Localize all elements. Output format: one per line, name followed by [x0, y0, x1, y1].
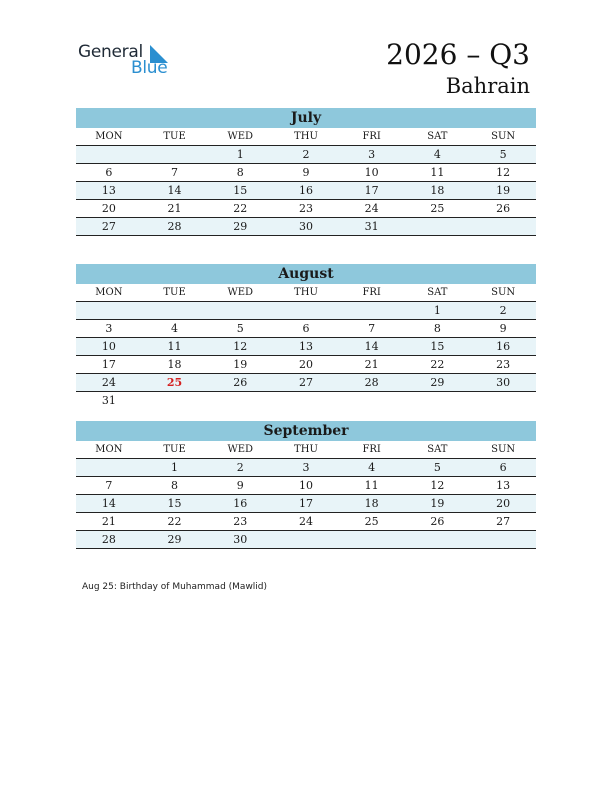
weekday-header: SUN: [470, 128, 536, 146]
week-row: [76, 320, 536, 338]
week-row: [76, 513, 536, 531]
day-cell: 18: [142, 356, 208, 374]
weekday-header: FRI: [339, 128, 405, 146]
day-cell: 12: [470, 164, 536, 182]
day-cell: 29: [405, 374, 471, 392]
month-september: [76, 421, 536, 549]
day-cell: 21: [142, 200, 208, 218]
day-cell: 4: [339, 459, 405, 477]
calendar-grid: [76, 128, 536, 236]
month-header: July: [76, 108, 536, 128]
day-cell: 25: [142, 374, 208, 392]
weekday-header: THU: [273, 441, 339, 459]
day-cell: 30: [273, 218, 339, 236]
week-row: [76, 200, 536, 218]
day-cell: 5: [405, 459, 471, 477]
day-cell: [273, 302, 339, 320]
day-cell: 10: [273, 477, 339, 495]
week-row: [76, 495, 536, 513]
day-cell: 26: [470, 200, 536, 218]
weekday-header: MON: [76, 441, 142, 459]
day-cell: 31: [101, 394, 116, 407]
calendar-grid: [76, 441, 536, 549]
day-cell: 19: [405, 495, 471, 513]
week-row: [76, 182, 536, 200]
weekday-header: THU: [273, 284, 339, 302]
day-cell: 30: [207, 531, 273, 549]
day-cell: 7: [142, 164, 208, 182]
week-row: [76, 164, 536, 182]
day-cell: 25: [405, 200, 471, 218]
weekday-header: MON: [76, 284, 142, 302]
week-row: [76, 477, 536, 495]
day-cell: 24: [76, 374, 142, 392]
month-header: August: [76, 264, 536, 284]
day-cell: [76, 459, 142, 477]
calendar-grid: [76, 284, 536, 409]
day-cell: 20: [273, 356, 339, 374]
day-cell: 1: [142, 459, 208, 477]
day-cell: [142, 392, 208, 410]
weekday-header: SAT: [405, 441, 471, 459]
day-cell: 14: [76, 495, 142, 513]
day-cell: [470, 392, 536, 410]
day-cell: 17: [339, 182, 405, 200]
day-cell: 12: [207, 338, 273, 356]
day-cell: 8: [142, 477, 208, 495]
day-cell: 29: [207, 218, 273, 236]
day-cell: 15: [142, 495, 208, 513]
weekday-header: SUN: [470, 284, 536, 302]
day-cell: 17: [76, 356, 142, 374]
day-cell: 23: [470, 356, 536, 374]
weekday-header: TUE: [142, 441, 208, 459]
month-july: [76, 108, 536, 236]
day-cell: 10: [76, 338, 142, 356]
weekday-header: TUE: [142, 284, 208, 302]
weekday-header: FRI: [339, 284, 405, 302]
day-cell: 28: [76, 531, 142, 549]
day-cell: 7: [339, 320, 405, 338]
week-row: [76, 218, 536, 236]
week-row: [76, 356, 536, 374]
day-cell: 20: [470, 495, 536, 513]
day-cell: 11: [339, 477, 405, 495]
day-cell: 16: [207, 495, 273, 513]
day-cell: 27: [273, 374, 339, 392]
day-cell: [76, 146, 142, 164]
weekday-header: WED: [207, 128, 273, 146]
month-header: September: [76, 421, 536, 441]
day-cell: 29: [142, 531, 208, 549]
day-cell: [470, 218, 536, 236]
day-cell: 16: [470, 338, 536, 356]
day-cell: 26: [405, 513, 471, 531]
day-cell: 22: [405, 356, 471, 374]
day-cell: 20: [76, 200, 142, 218]
week-row: [76, 374, 536, 392]
day-cell: [76, 302, 142, 320]
day-cell: 7: [76, 477, 142, 495]
day-cell: [207, 302, 273, 320]
day-cell: 15: [207, 182, 273, 200]
weekday-header: SAT: [405, 284, 471, 302]
day-cell: 22: [142, 513, 208, 531]
day-cell: 24: [339, 200, 405, 218]
logo-text-general: General: [78, 42, 143, 62]
day-cell: 25: [339, 513, 405, 531]
day-cell: [273, 531, 339, 549]
day-cell: 9: [470, 320, 536, 338]
day-cell: 8: [405, 320, 471, 338]
week-row: [76, 531, 536, 549]
country-name: Bahrain: [445, 74, 530, 98]
day-cell: 21: [76, 513, 142, 531]
day-cell: 23: [207, 513, 273, 531]
weekday-header: THU: [273, 128, 339, 146]
logo-text-blue: Blue: [131, 58, 168, 78]
day-cell: 11: [405, 164, 471, 182]
day-cell: 16: [273, 182, 339, 200]
day-cell: 15: [405, 338, 471, 356]
day-cell: 2: [470, 302, 536, 320]
day-cell: 14: [142, 182, 208, 200]
day-cell: [142, 146, 208, 164]
day-cell: 30: [470, 374, 536, 392]
month-august: [76, 264, 536, 409]
day-cell: 3: [339, 146, 405, 164]
day-cell: 4: [142, 320, 208, 338]
day-cell: 22: [207, 200, 273, 218]
day-cell: 10: [339, 164, 405, 182]
day-cell: 1: [207, 146, 273, 164]
day-cell: 6: [273, 320, 339, 338]
day-cell: 3: [273, 459, 339, 477]
weekday-header: MON: [76, 128, 142, 146]
day-cell: 27: [76, 218, 142, 236]
day-cell: 8: [207, 164, 273, 182]
day-cell: 6: [76, 164, 142, 182]
day-cell: [405, 218, 471, 236]
week-row: [76, 146, 536, 164]
day-cell: 2: [207, 459, 273, 477]
day-cell: [273, 392, 339, 410]
day-cell: [207, 392, 273, 410]
day-cell: 19: [470, 182, 536, 200]
day-cell: 18: [405, 182, 471, 200]
holiday-notes: [82, 582, 267, 592]
weekday-header: FRI: [339, 441, 405, 459]
weekday-header: WED: [207, 284, 273, 302]
day-cell: 14: [339, 338, 405, 356]
day-cell: 18: [339, 495, 405, 513]
day-cell: [470, 531, 536, 549]
day-cell: 24: [273, 513, 339, 531]
day-cell: 13: [470, 477, 536, 495]
day-cell: 3: [76, 320, 142, 338]
day-cell: 21: [339, 356, 405, 374]
day-cell: [339, 392, 405, 410]
day-cell: 6: [470, 459, 536, 477]
day-cell: 2: [273, 146, 339, 164]
day-cell: [339, 531, 405, 549]
day-cell: 19: [207, 356, 273, 374]
week-row: [76, 338, 536, 356]
holiday-note: Aug 25: Birthday of Muhammad (Mawlid): [82, 582, 268, 592]
day-cell: 31: [339, 218, 405, 236]
day-cell: 5: [470, 146, 536, 164]
weekday-header: SUN: [470, 441, 536, 459]
general-blue-logo: [78, 42, 178, 82]
page-title: 2026 – Q3: [386, 38, 530, 71]
day-cell: 13: [76, 182, 142, 200]
day-cell: [142, 302, 208, 320]
day-cell: 26: [207, 374, 273, 392]
day-cell: [405, 392, 471, 410]
day-cell: 27: [470, 513, 536, 531]
day-cell: 5: [207, 320, 273, 338]
week-row: [76, 392, 536, 410]
day-cell: 1: [405, 302, 471, 320]
day-cell: 12: [405, 477, 471, 495]
day-cell: [405, 531, 471, 549]
day-cell: 28: [142, 218, 208, 236]
day-cell: 11: [142, 338, 208, 356]
week-row: [76, 302, 536, 320]
weekday-header: SAT: [405, 128, 471, 146]
day-cell: 13: [273, 338, 339, 356]
day-cell: 4: [405, 146, 471, 164]
day-cell: 17: [273, 495, 339, 513]
day-cell: [339, 302, 405, 320]
day-cell: 28: [339, 374, 405, 392]
day-cell: 23: [273, 200, 339, 218]
day-cell: 9: [273, 164, 339, 182]
day-cell: 9: [207, 477, 273, 495]
week-row: [76, 459, 536, 477]
weekday-header: WED: [207, 441, 273, 459]
weekday-header: TUE: [142, 128, 208, 146]
